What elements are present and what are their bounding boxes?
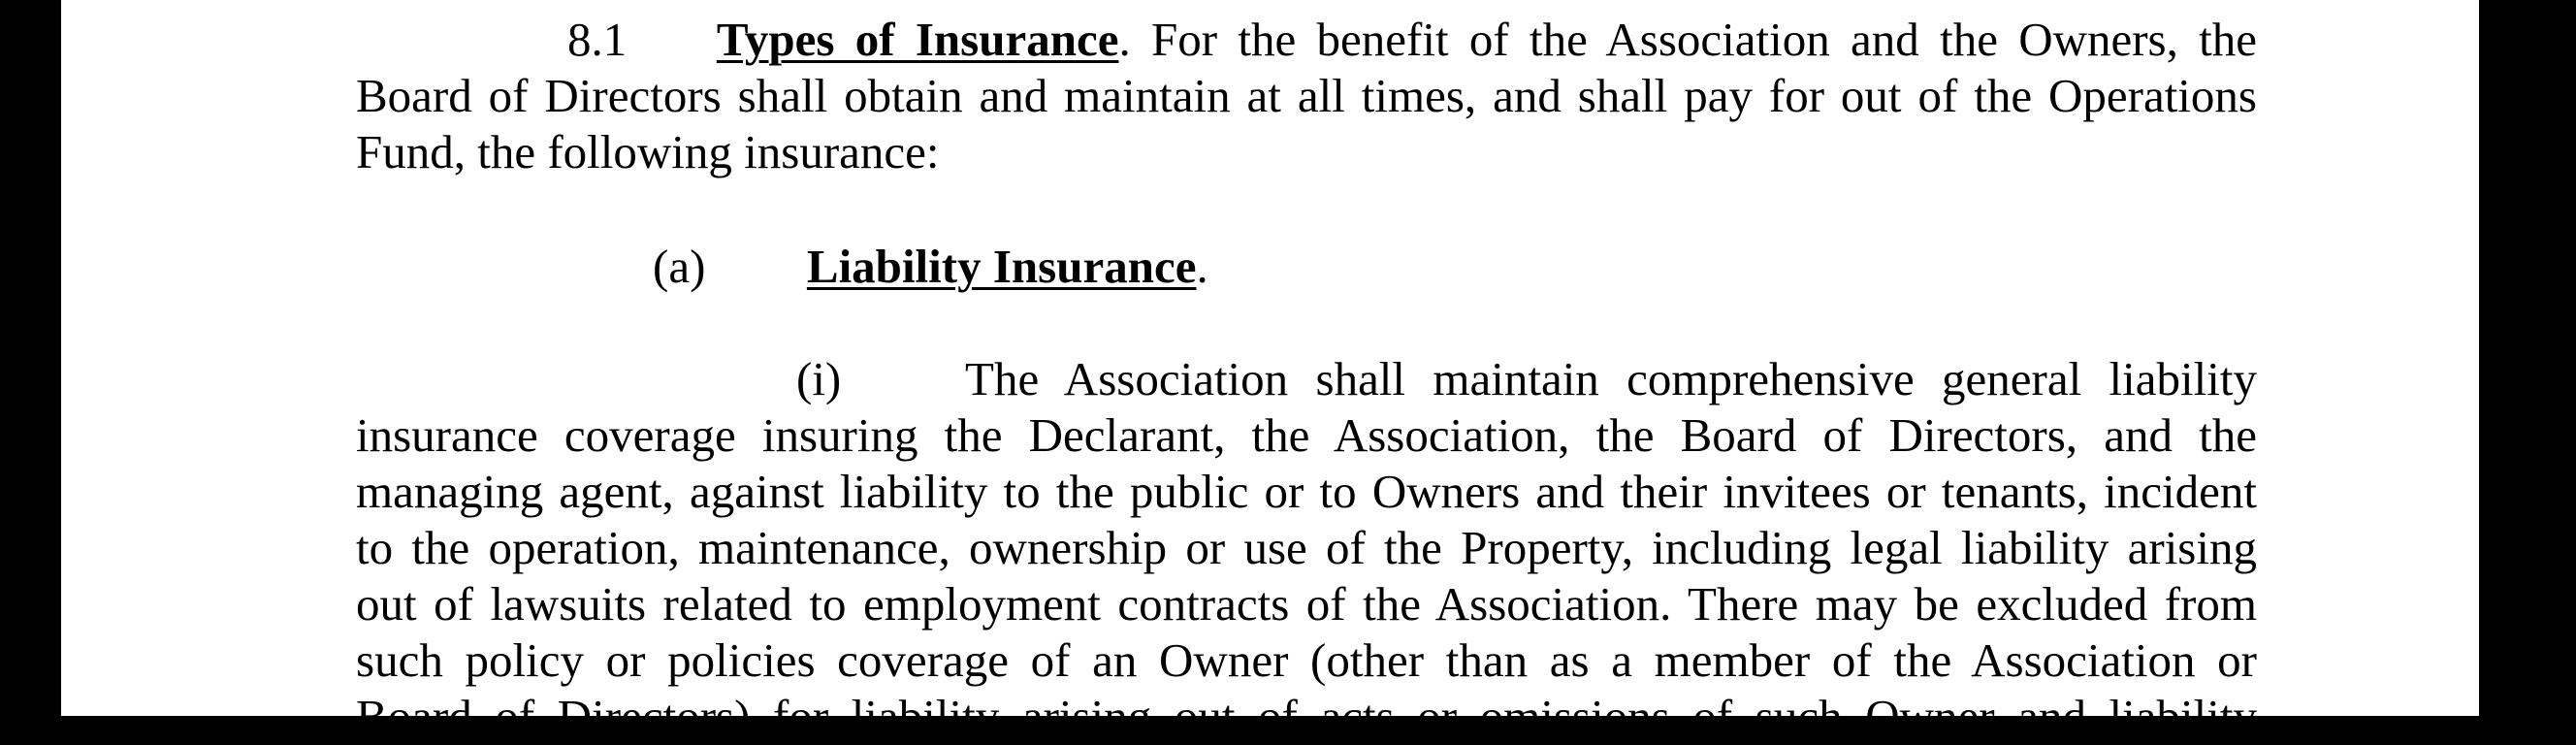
- section-intro-text: For the benefit of the Association and the Owners, the: [1151, 13, 2258, 66]
- subsection-heading-line: [653, 239, 2554, 295]
- item-body-line: such policy or policies coverage of an Owner (other than as a member of the Association or: [356, 633, 2257, 687]
- subsection-heading: Liability Insurance: [806, 240, 1197, 293]
- section-heading: Types of Insurance: [716, 13, 1119, 66]
- item-body-line: Board of Directors) for liability arising out of acts or omissions of such Owner and liability: [356, 690, 2257, 743]
- section-body-line: Board of Directors shall obtain and maintain at all times, and shall pay for out of the Operations: [356, 69, 2257, 122]
- item-first-line-text: The Association shall maintain comprehensive general liability: [965, 352, 2257, 405]
- item-body-line: out of lawsuits related to employment contracts of the Association. There may be excluded from: [356, 577, 2257, 631]
- document-page: [61, 0, 2479, 743]
- item-body-line: to the operation, maintenance, ownership or use of the Property, including legal liability arising: [356, 521, 2257, 574]
- item-label: (i): [796, 352, 842, 405]
- section-number: 8.1: [567, 13, 628, 66]
- subsection-label: (a): [653, 240, 706, 293]
- item-body-line: insurance coverage insuring the Declarant, the Association, the Board of Directors, and the: [356, 408, 2257, 462]
- item-body-line: managing agent, against liability to the public or to Owners and their invitees or tenants, incident: [356, 465, 2257, 518]
- item-first-line: [796, 351, 2257, 407]
- subsection-heading-period: .: [1196, 240, 1208, 293]
- section-heading-period: .: [1118, 13, 1131, 66]
- section-intro-line: [567, 12, 2257, 68]
- section-body-line: Fund, the following insurance:: [356, 125, 940, 178]
